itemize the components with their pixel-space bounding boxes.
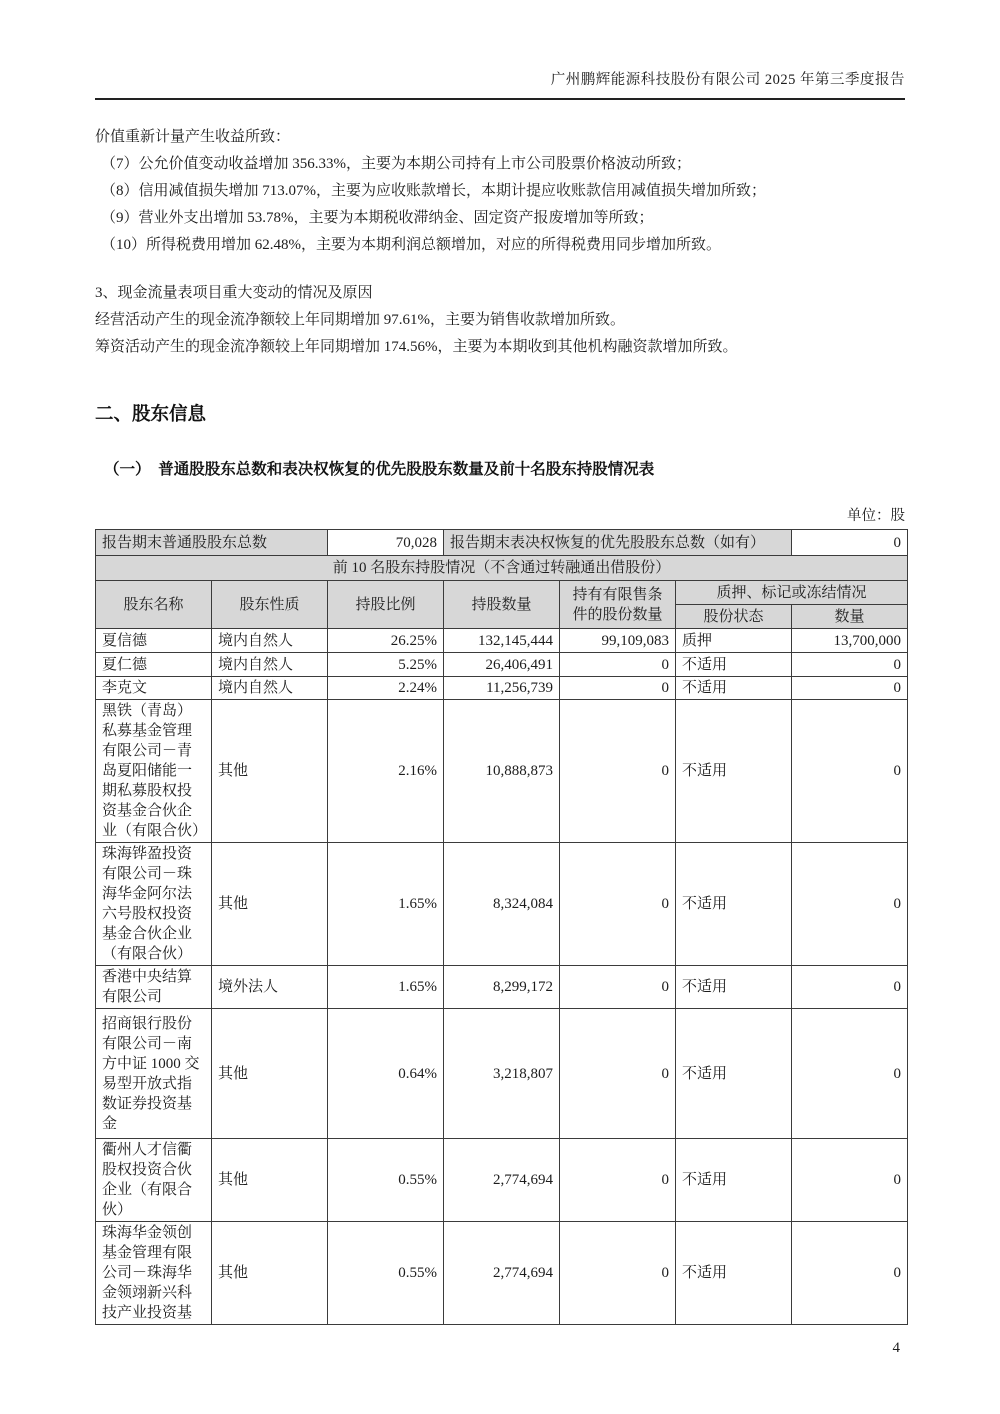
cell-nature: 其他 — [212, 1009, 328, 1139]
document-header-title: 广州鹏辉能源科技股份有限公司 2025 年第三季度报告 — [95, 68, 905, 100]
intro-item-9: （9）营业外支出增加 53.78%，主要为本期税收滞纳金、固定资产报废增加等所致； — [101, 210, 654, 226]
cell-status: 不适用 — [676, 677, 792, 700]
header-ratio: 持股比例 — [328, 581, 444, 629]
cell-ratio: 5.25% — [328, 653, 444, 677]
cell-ratio: 0.55% — [328, 1139, 444, 1222]
cell-shares: 3,218,807 — [444, 1009, 560, 1139]
cell-restricted: 0 — [560, 653, 676, 677]
table-row — [96, 843, 908, 966]
cell-status: 不适用 — [676, 1139, 792, 1222]
cell-ratio: 2.16% — [328, 700, 444, 843]
cell-ratio: 2.24% — [328, 677, 444, 700]
intro-lead: 价值重新计量产生收益所致： — [95, 129, 291, 145]
cell-restricted: 99,109,083 — [560, 629, 676, 653]
cell-qty: 13,700,000 — [792, 629, 908, 653]
header-pledge-group: 质押、标记或冻结情况 — [676, 581, 908, 605]
intro-item-7: （7）公允价值变动收益增加 356.33%，主要为本期公司持有上市公司股票价格波动所致； — [101, 156, 691, 172]
table-row — [96, 700, 908, 843]
cell-restricted: 0 — [560, 843, 676, 966]
section-title-shareholder-info: 二、股东信息 — [95, 403, 207, 424]
table-row — [96, 653, 908, 677]
cell-qty: 0 — [792, 843, 908, 966]
cell-shares: 8,324,084 — [444, 843, 560, 966]
table-row — [96, 966, 908, 1009]
cell-qty: 0 — [792, 653, 908, 677]
cell-ratio: 1.65% — [328, 966, 444, 1009]
cell-qty: 0 — [792, 677, 908, 700]
header-restricted: 持有有限售条件的股份数量 — [560, 581, 676, 629]
cell-ratio: 1.65% — [328, 843, 444, 966]
cell-shares: 10,888,873 — [444, 700, 560, 843]
cell-shares: 132,145,444 — [444, 629, 560, 653]
cell-name: 黑铁（青岛）私募基金管理有限公司－青岛夏阳储能一期私募股权投资基金合伙企业（有限合伙） — [96, 700, 212, 843]
cashflow-line-financing: 筹资活动产生的现金流净额较上年同期增加 174.56%，主要为本期收到其他机构融资款增加所致。 — [95, 339, 738, 355]
cell-nature: 其他 — [212, 1139, 328, 1222]
cell-nature: 境内自然人 — [212, 629, 328, 653]
table-row — [96, 629, 908, 653]
preferred-shareholders-value: 0 — [792, 530, 908, 556]
table-row — [96, 1139, 908, 1222]
cell-restricted: 0 — [560, 1139, 676, 1222]
common-shareholders-label: 报告期末普通股股东总数 — [96, 530, 328, 556]
cell-name: 香港中央结算有限公司 — [96, 966, 212, 1009]
table-row — [96, 1222, 908, 1325]
cashflow-heading: 3、现金流量表项目重大变动的情况及原因 — [95, 285, 373, 301]
cell-name: 招商银行股份有限公司－南方中证 1000 交易型开放式指数证券投资基金 — [96, 1009, 212, 1139]
header-shares: 持股数量 — [444, 581, 560, 629]
cell-qty: 0 — [792, 966, 908, 1009]
header-row-1 — [96, 581, 908, 605]
preferred-shareholders-label: 报告期末表决权恢复的优先股股东总数（如有） — [444, 530, 792, 556]
cell-nature: 其他 — [212, 700, 328, 843]
section-subtitle-top10-table: （一） 普通股股东总数和表决权恢复的优先股股东数量及前十名股东持股情况表 — [104, 461, 655, 478]
intro-paragraphs — [95, 124, 905, 259]
header-name: 股东名称 — [96, 581, 212, 629]
cell-name: 夏信德 — [96, 629, 212, 653]
cell-status: 不适用 — [676, 1222, 792, 1325]
cell-ratio: 0.64% — [328, 1009, 444, 1139]
cell-qty: 0 — [792, 1222, 908, 1325]
cell-nature: 其他 — [212, 843, 328, 966]
cell-status: 不适用 — [676, 1009, 792, 1139]
cell-nature: 境外法人 — [212, 966, 328, 1009]
cell-qty: 0 — [792, 700, 908, 843]
cell-restricted: 0 — [560, 1009, 676, 1139]
top10-title: 前 10 名股东持股情况（不含通过转融通出借股份） — [96, 556, 908, 581]
cell-name: 夏仁德 — [96, 653, 212, 677]
cell-status: 不适用 — [676, 700, 792, 843]
cell-nature: 其他 — [212, 1222, 328, 1325]
cell-status: 不适用 — [676, 966, 792, 1009]
cell-restricted: 0 — [560, 966, 676, 1009]
summary-row — [96, 530, 908, 556]
cell-ratio: 26.25% — [328, 629, 444, 653]
cell-status: 质押 — [676, 629, 792, 653]
table-row — [96, 677, 908, 700]
cell-restricted: 0 — [560, 677, 676, 700]
unit-label: 单位：股 — [847, 508, 905, 524]
cell-qty: 0 — [792, 1139, 908, 1222]
cell-status: 不适用 — [676, 653, 792, 677]
cashflow-section — [95, 280, 905, 361]
cell-ratio: 0.55% — [328, 1222, 444, 1325]
common-shareholders-value: 70,028 — [328, 530, 444, 556]
cell-nature: 境内自然人 — [212, 677, 328, 700]
cell-restricted: 0 — [560, 700, 676, 843]
header-pledge-qty: 数量 — [792, 605, 908, 629]
cell-name: 珠海华金领创基金管理有限公司－珠海华金领翊新兴科技产业投资基 — [96, 1222, 212, 1325]
cell-name: 衢州人才信衢股权投资合伙企业（有限合伙） — [96, 1139, 212, 1222]
cell-restricted: 0 — [560, 1222, 676, 1325]
shareholder-rows — [96, 629, 908, 1325]
intro-item-8: （8）信用减值损失增加 713.07%，主要为应收账款增长，本期计提应收账款信用减值损失增加所致； — [101, 183, 766, 199]
cell-name: 李克文 — [96, 677, 212, 700]
intro-item-10: （10）所得税费用增加 62.48%，主要为本期利润总额增加，对应的所得税费用同步增加所致。 — [101, 237, 721, 253]
header-nature: 股东性质 — [212, 581, 328, 629]
cell-nature: 境内自然人 — [212, 653, 328, 677]
cell-shares: 11,256,739 — [444, 677, 560, 700]
top10-title-row — [96, 556, 908, 581]
cell-shares: 2,774,694 — [444, 1222, 560, 1325]
cashflow-line-operating: 经营活动产生的现金流净额较上年同期增加 97.61%，主要为销售收款增加所致。 — [95, 312, 625, 328]
cell-status: 不适用 — [676, 843, 792, 966]
table-row — [96, 1009, 908, 1139]
shareholder-table — [95, 529, 908, 1325]
cell-shares: 8,299,172 — [444, 966, 560, 1009]
page-number: 4 — [892, 1340, 900, 1356]
cell-qty: 0 — [792, 1009, 908, 1139]
cell-shares: 2,774,694 — [444, 1139, 560, 1222]
cell-name: 珠海铧盈投资有限公司－珠海华金阿尔法六号股权投资基金合伙企业（有限合伙） — [96, 843, 212, 966]
cell-shares: 26,406,491 — [444, 653, 560, 677]
header-pledge-status: 股份状态 — [676, 605, 792, 629]
